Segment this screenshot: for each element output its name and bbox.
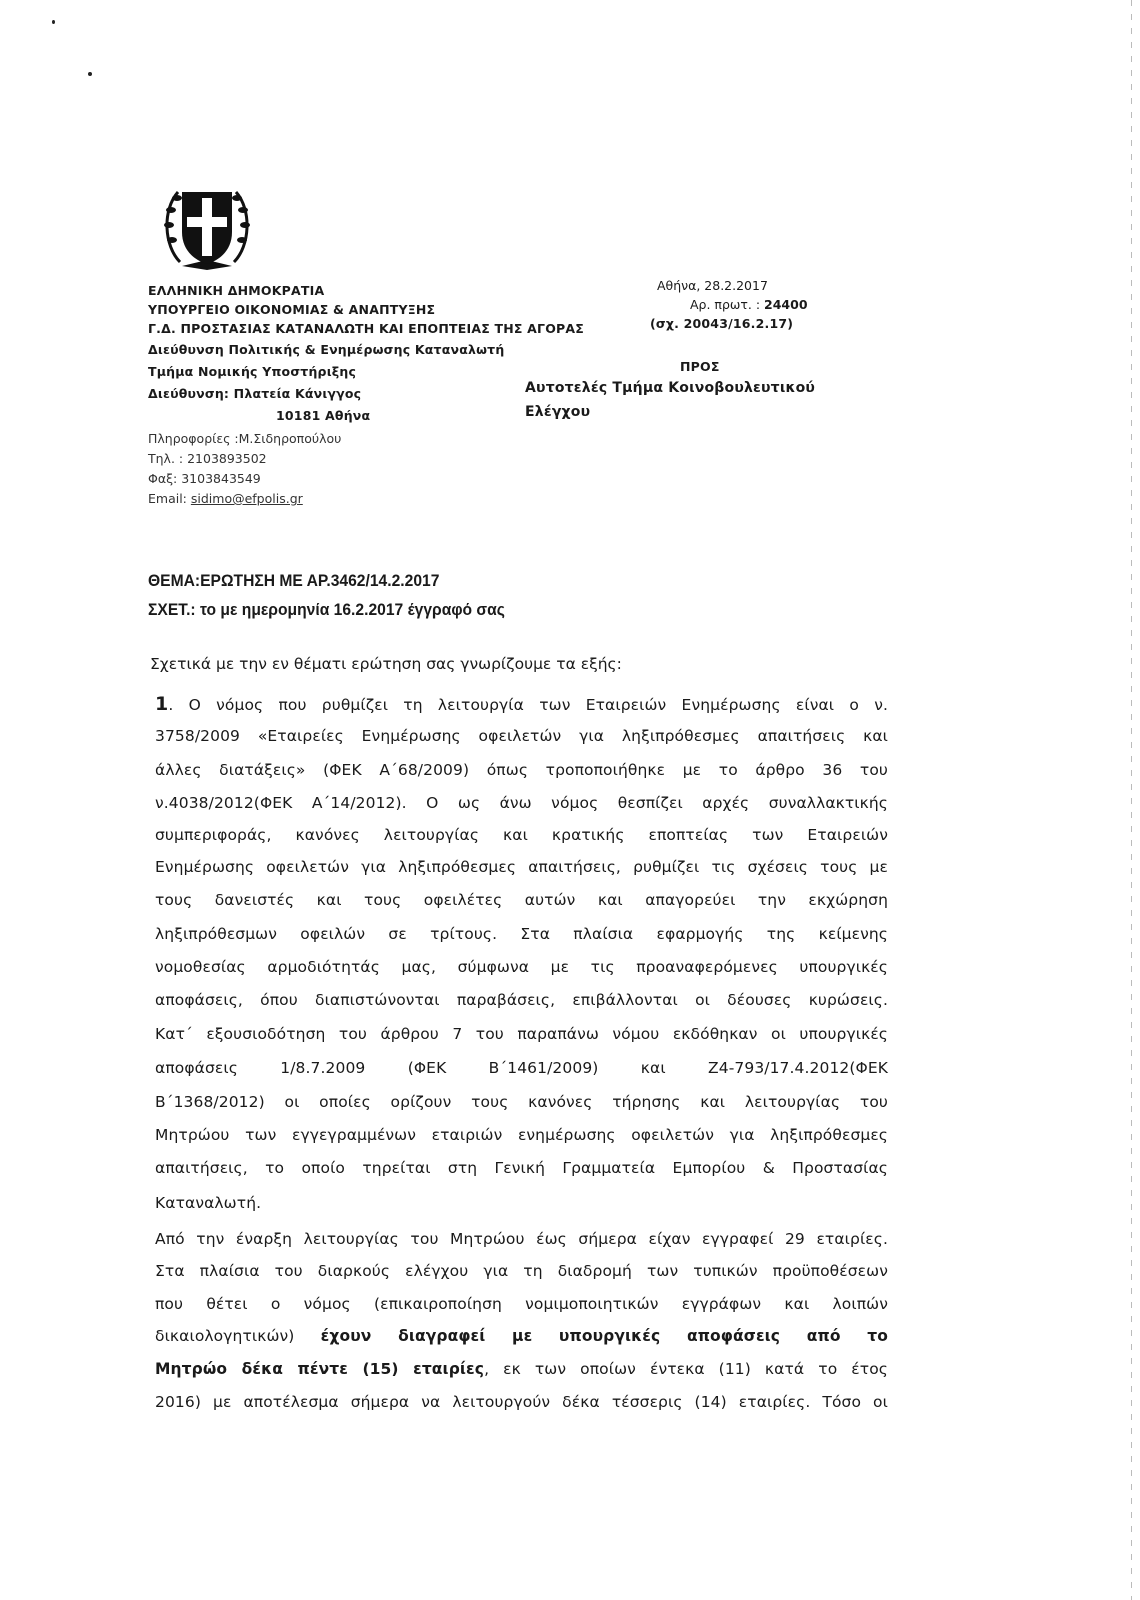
body-line (155, 1295, 888, 1313)
body-line (155, 761, 888, 779)
sender-postcode-city: 10181 Αθήνα (276, 408, 371, 423)
recipient-label: ΠΡΟΣ (680, 359, 720, 374)
related-reference: (σχ. 20043/16.2.17) (650, 316, 794, 331)
protocol-label: Αρ. πρωτ. : (690, 297, 765, 312)
body-line (155, 858, 888, 876)
sender-directorate-general: Γ.Δ. ΠΡΟΣΤΑΣΙΑΣ ΚΑΤΑΝΑΛΩΤΗ ΚΑΙ ΕΠΟΠΤΕΙΑΣ ΤΗΣ ΑΓΟΡΑΣ (148, 321, 585, 336)
contact-phone: Τηλ. : 2103893502 (148, 451, 267, 466)
contact-email-link[interactable]: sidimo@efpolis.gr (190, 491, 303, 506)
text-segment: Από την έναρξη λειτουργίας του Μητρώου έως σήμερα είχαν εγγραφεί 29 εταιρίες. (155, 1230, 888, 1248)
sender-address: Διεύθυνση: Πλατεία Κάνιγγος (148, 386, 362, 401)
body-line (155, 1360, 888, 1378)
body-line (155, 1262, 888, 1280)
text-segment: Στα πλαίσια του διαρκούς ελέγχου για τη διαδρομή των τυπικών προϋποθέσεων (155, 1262, 888, 1280)
body-line (155, 693, 888, 715)
text-segment: 2016) με αποτέλεσμα σήμερα να λειτουργούν δέκα τέσσερις (14) εταιρίες. Τόσο οι (155, 1393, 888, 1411)
sender-ministry: ΥΠΟΥΡΓΕΙΟ ΟΙΚΟΝΟΜΙΑΣ & ΑΝΑΠΤΥΞΗΣ (148, 302, 436, 317)
body-line (155, 1194, 888, 1212)
protocol-value: 24400 (764, 297, 808, 312)
body-line (155, 1159, 888, 1177)
body-line (155, 1230, 888, 1248)
text-segment: Κατ΄ εξουσιοδότηση του άρθρου 7 του παραπάνω νόμου εκδόθηκαν οι υπουργικές (155, 1025, 888, 1043)
bold-text: έχουν διαγραφεί με υπουργικές αποφάσεις από το (320, 1327, 888, 1345)
text-segment: . Ο νόμος που ρυθμίζει τη λειτουργία των Εταιρειών Ενημέρωσης είναι ο ν. (168, 696, 888, 714)
sender-directorate: Διεύθυνση Πολιτικής & Ενημέρωσης Καταναλωτή (148, 342, 505, 357)
document-date: Αθήνα, 28.2.2017 (657, 278, 768, 293)
text-segment: ληξιπρόθεσμων οφειλών σε τρίτους. Στα πλαίσια εφαρμογής της κείμενης (155, 925, 888, 943)
body-line (155, 794, 888, 812)
recipient-line-1: Αυτοτελές Τμήμα Κοινοβουλευτικού (525, 380, 816, 396)
contact-fax: Φαξ: 3103843549 (148, 471, 261, 486)
text-segment: ν.4038/2012(ΦΕΚ Α΄14/2012). Ο ως άνω νόμος θεσπίζει αρχές συναλλακτικής (155, 794, 888, 812)
text-segment: αποφάσεις 1/8.7.2009 (ΦΕΚ Β΄1461/2009) και Ζ4-793/17.4.2012(ΦΕΚ (155, 1059, 888, 1077)
bold-text: Μητρώο δέκα πέντε (15) εταιρίες (155, 1360, 485, 1378)
greek-coat-of-arms-emblem (160, 180, 254, 272)
body-line (155, 1025, 888, 1043)
sender-country: ΕΛΛΗΝΙΚΗ ΔΗΜΟΚΡΑΤΙΑ (148, 283, 325, 298)
contact-email-label: Email: (148, 491, 191, 506)
contact-info: Πληροφορίες :Μ.Σιδηροπούλου (148, 431, 342, 446)
body-line (155, 891, 888, 909)
scan-edge (1131, 0, 1132, 1600)
intro-sentence: Σχετικά με την εν θέματι ερώτηση σας γνωρίζουμε τα εξής: (150, 655, 622, 673)
scan-speck (52, 20, 55, 24)
protocol-number (690, 297, 808, 312)
body-line (155, 1059, 888, 1077)
body-line (155, 1393, 888, 1411)
sender-department: Τμήμα Νομικής Υποστήριξης (148, 364, 357, 379)
subject-thema: ΘΕΜΑ:ΕΡΩΤΗΣΗ ΜΕ ΑΡ.3462/14.2.2017 (148, 571, 440, 590)
text-segment: που θέτει ο νόμος (επικαιροποίηση νομιμοποιητικών εγγράφων και λοιπών (155, 1295, 888, 1313)
text-segment: Καταναλωτή. (155, 1194, 262, 1212)
body-line (155, 958, 888, 976)
text-segment: , εκ των οποίων έντεκα (11) κατά το έτος (484, 1360, 888, 1378)
contact-email-row (148, 491, 303, 506)
body-line (155, 1093, 888, 1111)
text-segment: Ενημέρωσης οφειλετών για ληξιπρόθεσμες απαιτήσεις, ρυθμίζει τις σχέσεις τους με (155, 858, 888, 876)
recipient-line-2: Ελέγχου (525, 404, 591, 420)
text-segment: νομοθεσίας αρμοδιότητάς μας, σύμφωνα με τις προαναφερόμενες υπουργικές (155, 958, 888, 976)
text-segment: 3758/2009 «Εταιρείες Ενημέρωσης οφειλετών για ληξιπρόθεσμες απαιτήσεις και (155, 727, 888, 745)
body-line (155, 1126, 888, 1144)
text-segment: άλλες διατάξεις» (ΦΕΚ Α΄68/2009) όπως τροποποιήθηκε με το άρθρο 36 του (155, 761, 888, 779)
text-segment: Β΄1368/2012) οι οποίες ορίζουν τους κανόνες τήρησης και λειτουργίας του (155, 1093, 888, 1111)
text-segment: δικαιολογητικών) (155, 1327, 321, 1345)
scan-speck (88, 72, 92, 76)
subject-reference: ΣΧΕΤ.: το με ημερομηνία 16.2.2017 έγγραφό σας (148, 600, 505, 619)
body-line (155, 826, 888, 844)
text-segment: συμπεριφοράς, κανόνες λειτουργίας και κρατικής εποπτείας των Εταιρειών (155, 826, 888, 844)
text-segment: τους δανειστές και τους οφειλέτες αυτών και απαγορεύει την εκχώρηση (155, 891, 888, 909)
body-line (155, 727, 888, 745)
body-line (155, 991, 888, 1009)
text-segment: Μητρώου των εγγεγραμμένων εταιριών ενημέρωσης οφειλετών για ληξιπρόθεσμες (155, 1126, 888, 1144)
text-segment: απαιτήσεις, το οποίο τηρείται στη Γενική Γραμματεία Εμπορίου & Προστασίας (155, 1159, 888, 1177)
body-line (155, 925, 888, 943)
bold-text: 1 (155, 693, 169, 715)
text-segment: αποφάσεις, όπου διαπιστώνονται παραβάσεις, επιβάλλονται οι δέουσες κυρώσεις. (155, 991, 888, 1009)
body-line (155, 1327, 888, 1345)
